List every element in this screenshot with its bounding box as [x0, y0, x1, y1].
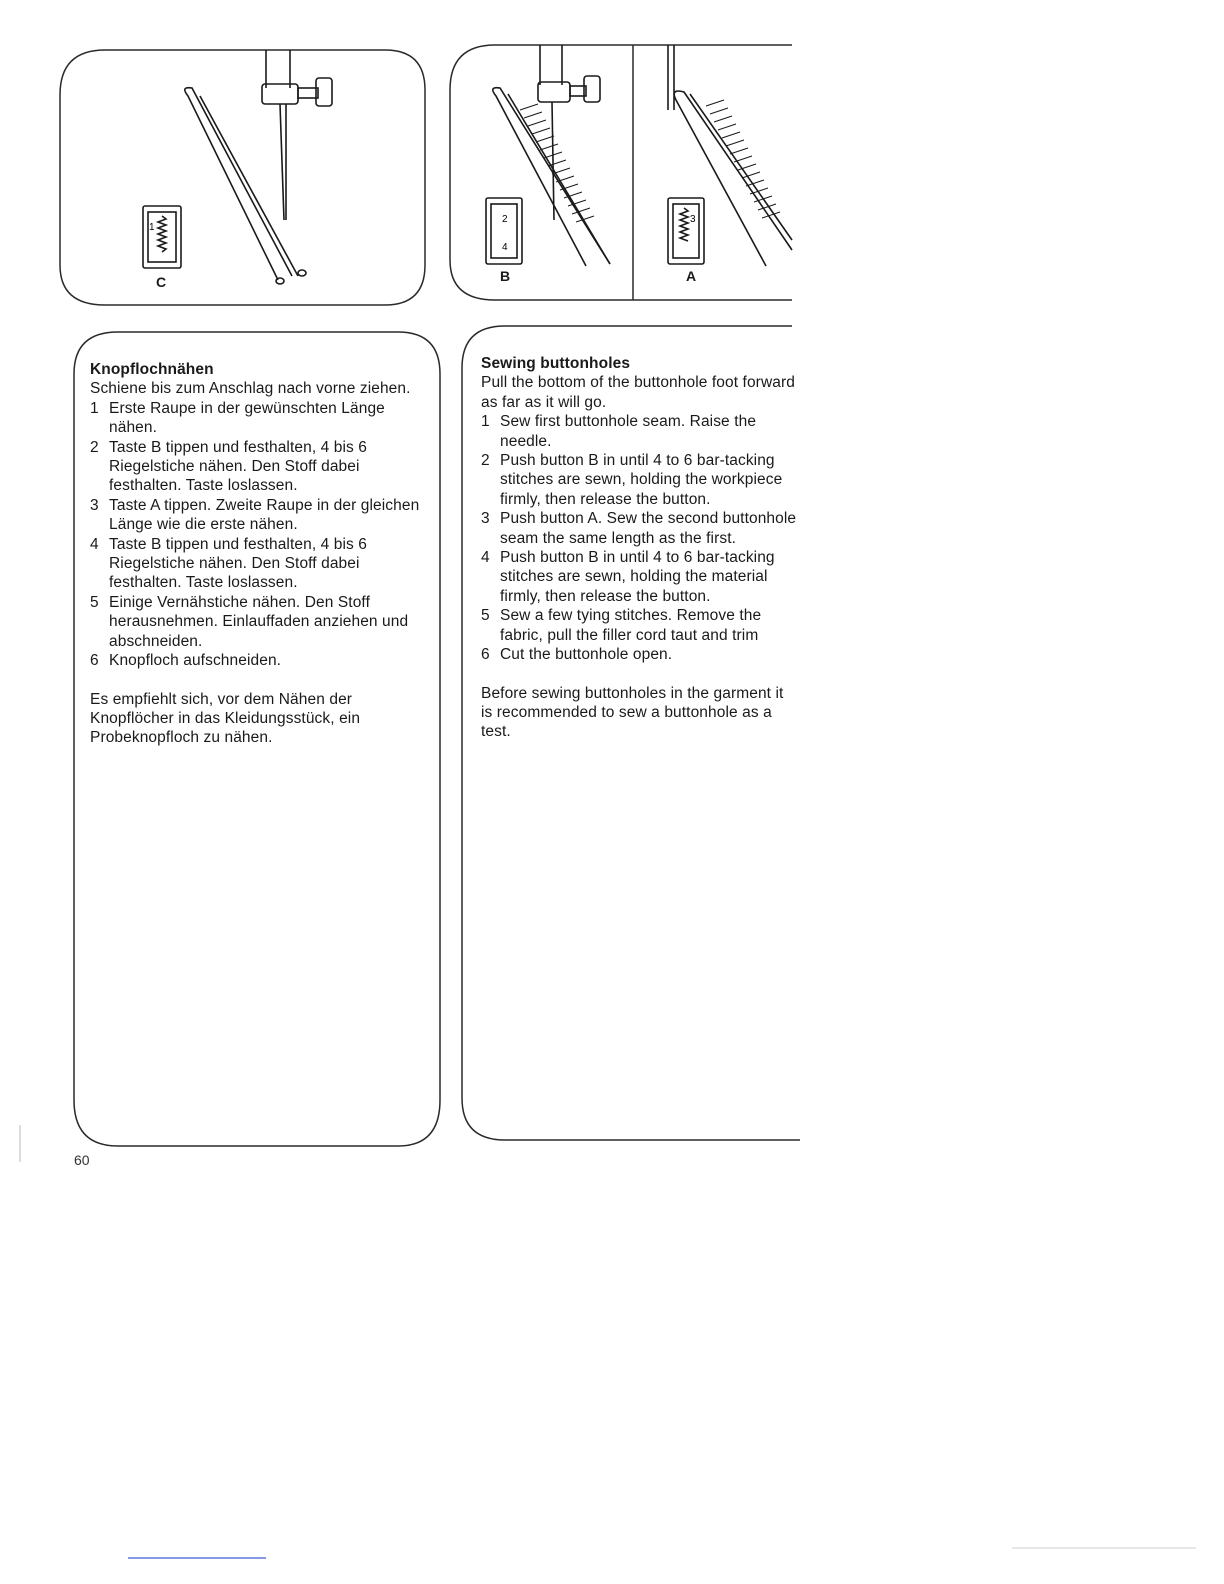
german-intro: Schiene bis zum Anschlag nach vorne ziehen.: [90, 380, 411, 398]
list-item: [90, 651, 420, 670]
indicator-number: 4: [502, 242, 508, 253]
figure-frame-left: [60, 50, 425, 305]
step-number: 2: [481, 452, 490, 470]
figure-label-b: B: [500, 268, 511, 284]
step-text: Taste B tippen und festhalten, 4 bis 6 Riegelstiche nähen. Den Stoff dabei festhalten. Taste loslassen.: [109, 535, 367, 592]
list-item: [481, 451, 799, 509]
step-text: Sew a few tying stitches. Remove the fabric, pull the filler cord taut and trim: [500, 607, 762, 644]
figure-frame-right: [450, 45, 792, 300]
indicator-number: 2: [502, 214, 508, 225]
step-text: Push button B in until 4 to 6 bar-tacking stitches are sewn, holding the material firmly, then release the button.: [500, 549, 775, 605]
needle-illustration-b: [486, 45, 610, 266]
step-number: 3: [90, 496, 99, 514]
indicator-number: 1: [149, 222, 155, 233]
list-item: [481, 412, 799, 451]
german-heading: Knopflochnähen: [90, 361, 214, 378]
list-item: [481, 645, 799, 664]
needle-illustration-c: [143, 50, 332, 284]
list-item: [90, 593, 420, 651]
step-number: 2: [90, 438, 99, 456]
english-intro: Pull the bottom of the buttonhole foot forward as far as it will go.: [481, 374, 795, 411]
step-text: Push button A. Sew the second buttonhole seam the same length as the first.: [500, 510, 797, 547]
list-item: [481, 606, 799, 645]
list-item: [481, 509, 799, 548]
step-number: 4: [481, 549, 490, 567]
step-number: 6: [481, 646, 490, 664]
needle-illustration-a: [668, 45, 792, 266]
figure-label-c: C: [156, 274, 167, 290]
step-text: Taste A tippen. Zweite Raupe in der gleichen Länge wie die erste nähen.: [109, 496, 420, 534]
step-text: Einige Vernähstiche nähen. Den Stoff herausnehmen. Einlauffaden anziehen und abschneiden.: [109, 593, 409, 650]
english-steps: [481, 412, 799, 664]
indicator-number: 3: [690, 214, 696, 225]
german-instructions: [90, 360, 420, 748]
step-text: Knopfloch aufschneiden.: [109, 652, 282, 670]
step-text: Taste B tippen und festhalten, 4 bis 6 Riegelstiche nähen. Den Stoff dabei festhalten. Taste loslassen.: [109, 438, 367, 495]
list-item: [90, 399, 420, 438]
step-number: 5: [481, 607, 490, 625]
step-number: 4: [90, 535, 99, 553]
step-number: 6: [90, 652, 99, 670]
list-item: [90, 535, 420, 593]
figure-label-a: A: [686, 268, 697, 284]
list-item: [90, 496, 420, 535]
step-text: Erste Raupe in der gewünschten Länge nähen.: [109, 399, 385, 437]
german-steps: [90, 399, 420, 671]
step-text: Sew first buttonhole seam. Raise the needle.: [500, 413, 757, 450]
step-text: Cut the buttonhole open.: [500, 646, 673, 664]
english-instructions: [481, 354, 799, 742]
step-number: 5: [90, 593, 99, 611]
step-number: 1: [90, 399, 99, 417]
page-number: 60: [74, 1152, 90, 1168]
list-item: [90, 438, 420, 496]
english-heading: Sewing buttonholes: [481, 355, 631, 372]
english-note: Before sewing buttonholes in the garment it is recommended to sew a buttonhole as a test.: [481, 684, 784, 741]
list-item: [481, 548, 799, 606]
step-number: 3: [481, 510, 490, 528]
step-number: 1: [481, 413, 490, 431]
step-text: Push button B in until 4 to 6 bar-tacking stitches are sewn, holding the workpiece firmly, then release the button.: [500, 452, 783, 508]
german-note: Es empfiehlt sich, vor dem Nähen der Knopflöcher in das Kleidungsstück, ein Probeknopfloch zu nähen.: [90, 690, 361, 747]
